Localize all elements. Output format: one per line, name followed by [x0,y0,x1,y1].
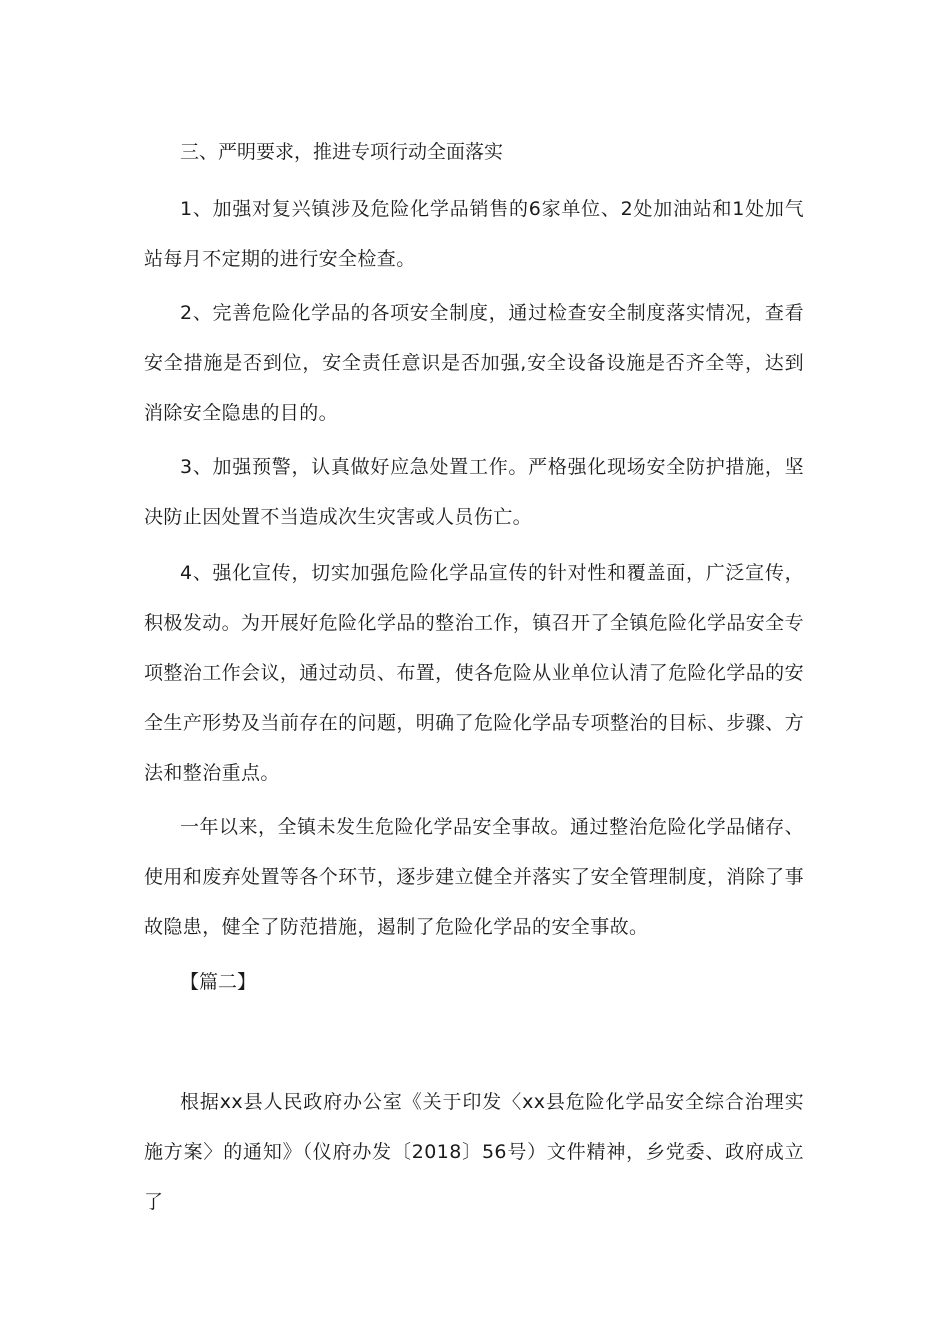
paragraph-3: 3、加强预警，认真做好应急处置工作。严格强化现场安全防护措施，坚决防止因处置不当造成次生灾害或人员伤亡。 [144,456,804,528]
section-heading: 三、严明要求，推进专项行动全面落实 [180,141,504,163]
paragraph-4: 4、强化宣传，切实加强危险化学品宣传的针对性和覆盖面，广泛宣传，积极发动。为开展好危险化学品的整治工作，镇召开了全镇危险化学品安全专项整治工作会议，通过动员、布置，使各危险从业单位认清了危险化学品的安全生产形势及当前存在的问题，明确了危险化学品专项整治的目标、步骤、方法和整治重点。 [144,562,804,784]
paragraph-2: 2、完善危险化学品的各项安全制度，通过检查安全制度落实情况，查看安全措施是否到位，安全责任意识是否加强,安全设备设施是否齐全等，达到消除安全隐患的目的。 [144,302,804,424]
paragraph-1: 1、加强对复兴镇涉及危险化学品销售的6家单位、2处加油站和1处加气站每月不定期的进行安全检查。 [144,198,804,270]
paragraph-5: 一年以来，全镇未发生危险化学品安全事故。通过整治危险化学品储存、使用和废弃处置等各个环节，逐步建立健全并落实了安全管理制度，消除了事故隐患，健全了防范措施，遏制了危险化学品的安全事故。 [144,816,804,938]
part-two-heading: 【篇二】 [180,971,257,993]
part-two-paragraph: 根据xx县人民政府办公室《关于印发〈xx县危险化学品安全综合治理实施方案〉的通知》（仪府办发〔2018〕56号）文件精神，乡党委、政府成立了 [144,1091,804,1213]
